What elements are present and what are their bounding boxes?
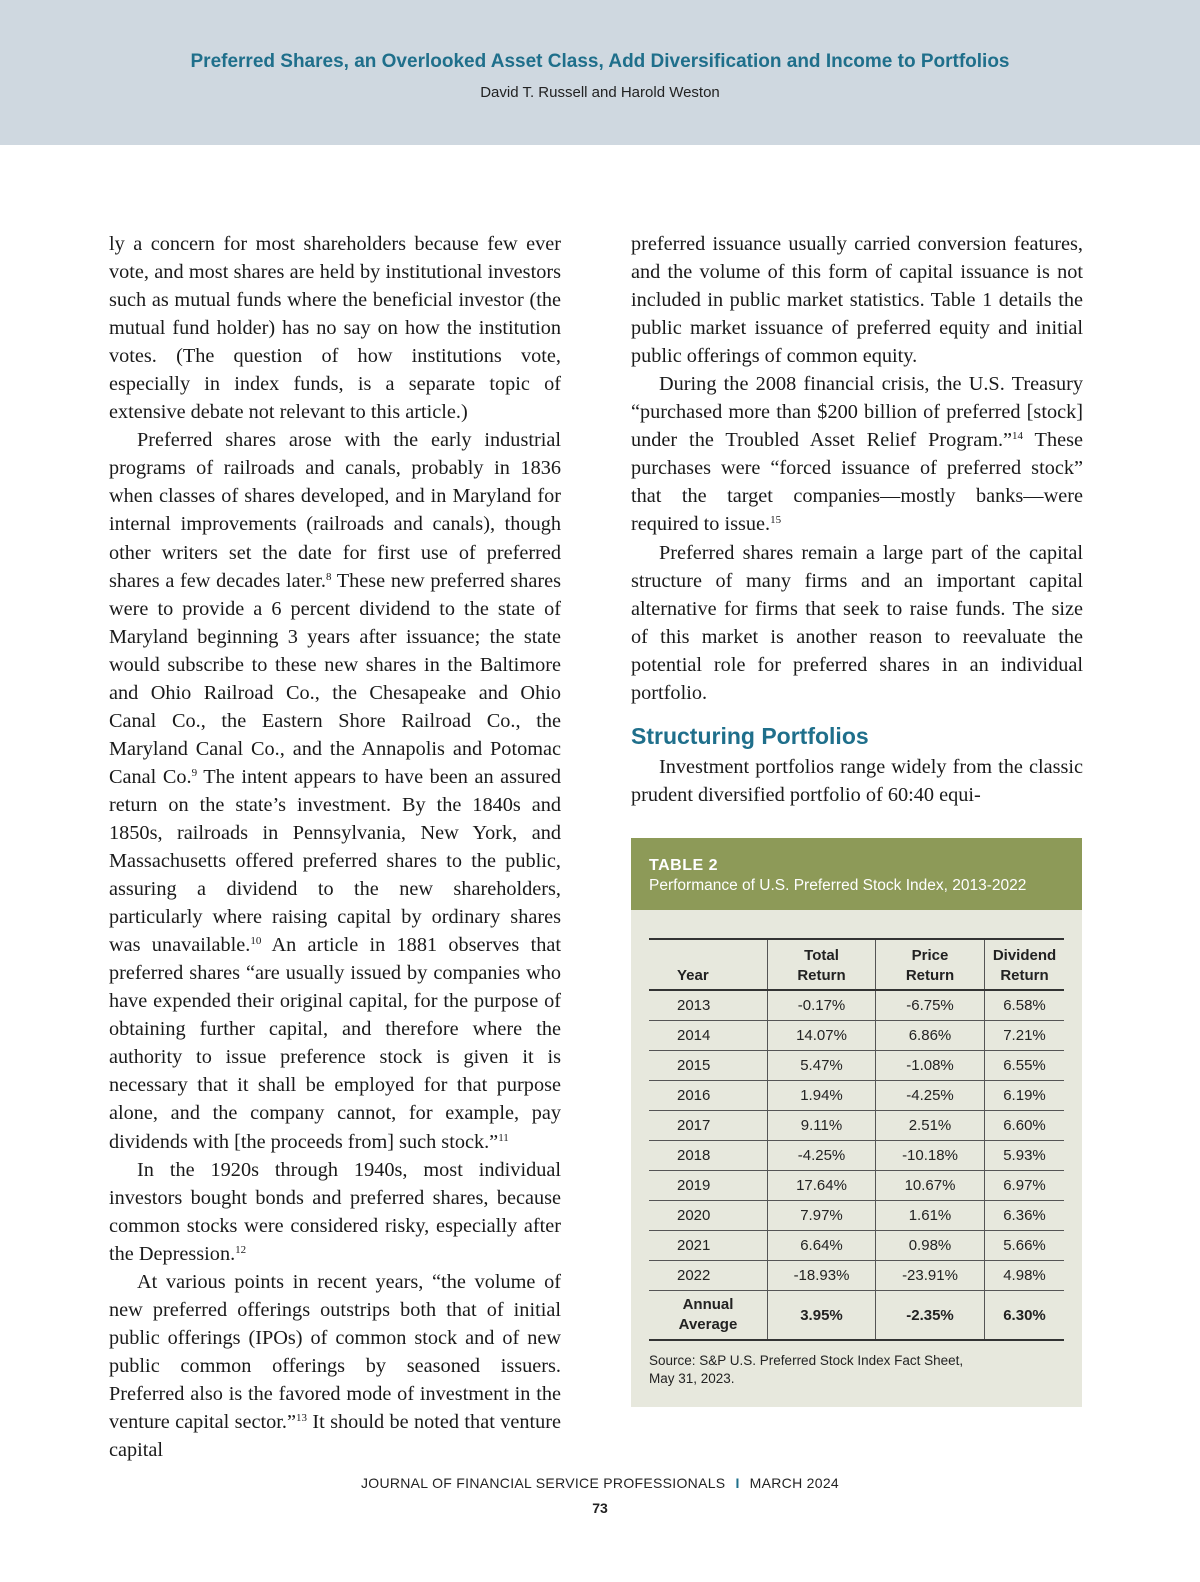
total-return-cell: 17.64% <box>768 1171 876 1201</box>
table-caption: Performance of U.S. Preferred Stock Index, 2013-2022 <box>649 877 1027 894</box>
footnote-ref[interactable]: 8 <box>325 570 332 583</box>
paragraph: Investment portfolios range widely from the classic prudent diversified portfolio of 60:40 equi- <box>631 755 1083 806</box>
table-row <box>649 1051 1064 1081</box>
table-header-row <box>649 939 1064 990</box>
price-return-cell: 10.67% <box>876 1171 985 1201</box>
dividend-return-cell: 4.98% <box>985 1261 1065 1291</box>
footnote-ref[interactable]: 13 <box>295 1411 307 1424</box>
table-row <box>649 1021 1064 1051</box>
price-return-cell: 6.86% <box>876 1021 985 1051</box>
dividend-return-cell: 6.58% <box>985 990 1065 1021</box>
table-row <box>649 1261 1064 1291</box>
paragraph-text: The intent appears to have been an assured return on the state’s investment. By the 1840s and 1850s, railroads in Pennsylvania, New York, and Massachusetts offered preferred shares to the public, assuring a dividend to the new shareholders, particularly where raising capital by ordinary shares was unavailable. <box>109 765 561 957</box>
issue-date: MARCH 2024 <box>749 1475 840 1491</box>
table-row <box>649 990 1064 1021</box>
year-cell: 2015 <box>649 1051 768 1081</box>
col-header-dividend-return: Dividend Return <box>985 939 1065 990</box>
total-return-cell: 9.11% <box>768 1111 876 1141</box>
table-row <box>649 1201 1064 1231</box>
table-source-note: Source: S&P U.S. Preferred Stock Index Fact Sheet, May 31, 2023. <box>649 1353 964 1386</box>
table-row <box>649 1141 1064 1171</box>
paragraph <box>631 370 1083 538</box>
performance-table <box>649 938 1064 1341</box>
total-return-cell: -18.93% <box>768 1261 876 1291</box>
paragraph <box>109 426 561 1155</box>
footnote-ref[interactable]: 10 <box>250 935 262 948</box>
avg-price-return-cell: -2.35% <box>876 1291 985 1341</box>
left-column <box>109 230 561 1464</box>
price-return-cell: -6.75% <box>876 990 985 1021</box>
col-header-year: Year <box>649 939 768 990</box>
table-header <box>631 838 1082 910</box>
paragraph: Preferred shares remain a large part of the capital structure of many firms and an important capital alternative for firms that seek to raise funds. The size of this market is another reason to reevaluate the potential role for preferred shares in an individual portfolio. <box>631 541 1083 704</box>
price-return-cell: -10.18% <box>876 1141 985 1171</box>
total-return-cell: -4.25% <box>768 1141 876 1171</box>
paragraph-text: In the 1920s through 1940s, most individual investors bought bonds and preferred shares, because common stocks were considered risky, especially after the Depression. <box>109 1158 561 1265</box>
footnote-ref[interactable]: 12 <box>235 1243 247 1256</box>
year-cell: 2013 <box>649 990 768 1021</box>
year-cell: 2022 <box>649 1261 768 1291</box>
total-return-cell: -0.17% <box>768 990 876 1021</box>
page-footer <box>0 1475 1200 1491</box>
dividend-return-cell: 6.19% <box>985 1081 1065 1111</box>
paragraph-text: During the 2008 financial crisis, the U.S. Treasury “purchased more than $200 billion of preferred [stock] under the Troubled Asset Relief Program.” <box>631 373 1083 452</box>
col-header-price-return: Price Return <box>876 939 985 990</box>
total-return-cell: 14.07% <box>768 1021 876 1051</box>
col-header-total-return: Total Return <box>768 939 876 990</box>
table-row <box>649 1081 1064 1111</box>
total-return-cell: 1.94% <box>768 1081 876 1111</box>
year-cell: 2018 <box>649 1141 768 1171</box>
table-row <box>649 1231 1064 1261</box>
total-return-cell: 5.47% <box>768 1051 876 1081</box>
year-cell: 2017 <box>649 1111 768 1141</box>
dividend-return-cell: 6.55% <box>985 1051 1065 1081</box>
footnote-ref[interactable]: 15 <box>770 514 782 527</box>
right-column <box>631 230 1083 809</box>
price-return-cell: 1.61% <box>876 1201 985 1231</box>
paragraph-text: These purchases were “forced issuance of preferred stock” that the target companies—mostly banks—were required to issue. <box>631 429 1083 536</box>
article-title: Preferred Shares, an Overlooked Asset Class, Add Diversification and Income to Portfolios <box>190 51 1010 72</box>
year-cell: 2016 <box>649 1081 768 1111</box>
year-cell: 2019 <box>649 1171 768 1201</box>
avg-dividend-return-cell: 6.30% <box>985 1291 1065 1341</box>
paragraph-text: At various points in recent years, “the volume of new preferred offerings outstrips both that of initial public offerings (IPOs) of common stock and of new public common offerings by seasoned issuers. Preferred also is the favored mode of investment in the venture capital sector.” <box>109 1270 561 1433</box>
footer-separator: I <box>735 1475 740 1491</box>
footnote-ref[interactable]: 11 <box>498 1131 509 1144</box>
dividend-return-cell: 6.60% <box>985 1111 1065 1141</box>
table-row <box>649 1171 1064 1201</box>
price-return-cell: -23.91% <box>876 1261 985 1291</box>
paragraph: preferred issuance usually carried conversion features, and the volume of this form of capital issuance is not included in public market statistics. Table 1 details the public market issuance of preferred equity and initial public offerings of common equity. <box>631 233 1083 368</box>
paragraph-text: It should be noted that venture capital <box>109 1410 562 1462</box>
avg-total-return-cell: 3.95% <box>768 1291 876 1341</box>
average-label-cell: Annual Average <box>649 1291 768 1341</box>
paragraph-text: An article in 1881 observes that preferred shares “are usually issued by companies who have expended their original capital, for the purpose of obtaining further capital, and therefore where the authority to issue preference stock is given it is necessary that it shall be employed for that purpose alone, and the company cannot, for example, pay dividends with [the proceeds from] such stock.” <box>109 934 562 1153</box>
dividend-return-cell: 5.93% <box>985 1141 1065 1171</box>
annual-average-row <box>649 1291 1064 1341</box>
article-authors: David T. Russell and Harold Weston <box>480 84 720 101</box>
price-return-cell: 2.51% <box>876 1111 985 1141</box>
year-cell: 2020 <box>649 1201 768 1231</box>
price-return-cell: -4.25% <box>876 1081 985 1111</box>
price-return-cell: -1.08% <box>876 1051 985 1081</box>
footnote-ref[interactable]: 14 <box>1012 430 1024 443</box>
year-cell: 2014 <box>649 1021 768 1051</box>
table-row <box>649 1111 1064 1141</box>
header-band <box>0 0 1200 145</box>
dividend-return-cell: 7.21% <box>985 1021 1065 1051</box>
footnote-ref[interactable]: 9 <box>191 766 198 779</box>
table-2-box <box>631 838 1082 1407</box>
paragraph <box>109 1156 561 1268</box>
year-cell: 2021 <box>649 1231 768 1261</box>
dividend-return-cell: 6.36% <box>985 1201 1065 1231</box>
journal-name: JOURNAL OF FINANCIAL SERVICE PROFESSIONALS <box>360 1475 726 1491</box>
paragraph <box>109 1268 561 1464</box>
section-heading: Structuring Portfolios <box>631 722 869 749</box>
total-return-cell: 6.64% <box>768 1231 876 1261</box>
total-return-cell: 7.97% <box>768 1201 876 1231</box>
page-number: 73 <box>592 1500 608 1516</box>
paragraph-text: These new preferred shares were to provide a 6 percent dividend to the state of Maryland beginning 3 years after issuance; the state would subscribe to these new shares in the Baltimore and Ohio Railroad Co., the Chesapeake and Ohio Canal Co., the Eastern Shore Railroad Co., the Maryland Canal Co., and the Annapolis and Potomac Canal Co. <box>109 569 561 788</box>
dividend-return-cell: 5.66% <box>985 1231 1065 1261</box>
price-return-cell: 0.98% <box>876 1231 985 1261</box>
paragraph-text: Preferred shares arose with the early industrial programs of railroads and canals, probably in 1836 when classes of shares developed, and in Maryland for internal improvements (railroads and canals), though other writers set the date for first use of preferred shares a few decades later. <box>109 429 561 592</box>
paragraph: ly a concern for most shareholders because few ever vote, and most shares are held by institutional investors such as mutual funds where the beneficial investor (the mutual fund holder) has no say on how the institution votes. (The question of how institutions vote, especially in index funds, is a separate topic of extensive debate not relevant to this article.) <box>109 233 561 424</box>
dividend-return-cell: 6.97% <box>985 1171 1065 1201</box>
table-label: TABLE 2 <box>649 857 718 874</box>
